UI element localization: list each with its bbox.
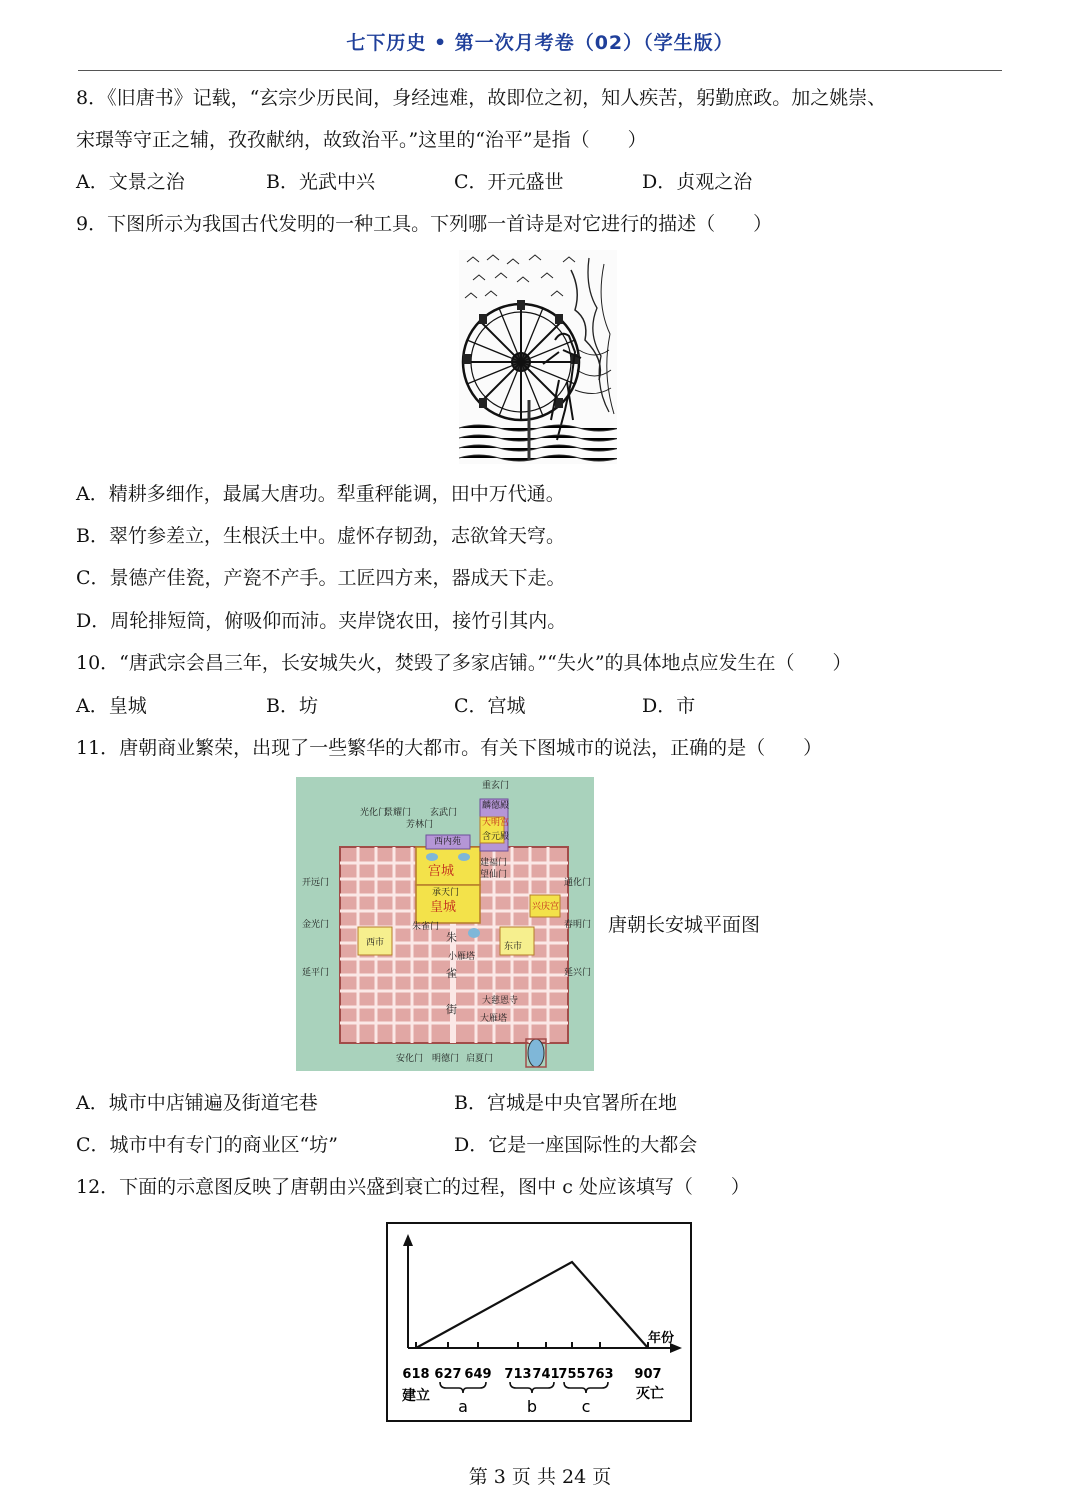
q12-stem: 12．下面的示意图反映了唐朝由兴盛到衰亡的过程，图中 c 处应该填写（ ） [76, 1176, 750, 1198]
x-tick-label-618: 618 [402, 1367, 430, 1382]
axis-label-year: 年份 [648, 1331, 675, 1346]
q8-option-a[interactable]: A．文景之治 [76, 171, 185, 193]
map-label-zhuque-street-3: 街 [446, 1003, 457, 1016]
x-tick-label-649: 649 [464, 1367, 492, 1382]
q9-option-b[interactable]: B．翠竹参差立，生根沃土中。虚怀存韧劲，志欲耸天穹。 [76, 525, 565, 547]
map-label-zhuque-street-1: 朱 [446, 931, 457, 944]
q10-option-d[interactable]: D．市 [642, 695, 696, 717]
map-label-hanyuan: 含元殿 [482, 832, 510, 842]
map-label-yanping: 延平门 [302, 968, 330, 978]
group-label-c: c [581, 1397, 591, 1416]
label-fall: 灭亡 [636, 1386, 664, 1402]
q11-stem: 11．唐朝商业繁荣，出现了一些繁华的大都市。有关下图城市的说法，正确的是（ ） [76, 737, 823, 759]
map-label-mingde: 明德门 [432, 1054, 460, 1064]
map-label-fanglin: 芳林门 [406, 820, 434, 830]
waterwheel-illustration [459, 250, 617, 464]
q11-option-a[interactable]: A．城市中店铺遍及街道宅巷 [76, 1092, 318, 1114]
q8-option-d[interactable]: D．贞观之治 [642, 171, 753, 193]
tang-rise-fall-chart [386, 1222, 692, 1422]
map-label-guanghua: 光化门 [360, 808, 388, 818]
map-label-tonghua: 通化门 [564, 878, 592, 888]
label-founded: 建立 [402, 1388, 430, 1404]
q10-stem: 10．“唐武宗会昌三年，长安城失火，焚毁了多家店铺。”“失火”的具体地点应发生在（ ） [76, 652, 852, 674]
x-tick-label-627: 627 [434, 1367, 462, 1382]
map-label-xuanwu: 玄武门 [430, 808, 458, 818]
map-label-huangcheng: 皇城 [430, 900, 457, 915]
map-label-xineiyuan: 西内苑 [434, 837, 462, 847]
q9-option-a[interactable]: A．精耕多细作，最属大唐功。犁重秤能调，田中万代通。 [76, 483, 565, 505]
map-label-zhuque-gate: 朱雀门 [412, 922, 440, 932]
x-tick-label-741: 741 [532, 1367, 560, 1382]
map-label-chongxuan: 重玄门 [482, 781, 510, 791]
x-tick-label-907: 907 [634, 1367, 662, 1382]
q10-option-c[interactable]: C．宫城 [454, 695, 526, 717]
q10-option-b[interactable]: B．坊 [266, 695, 318, 717]
map-label-kaiyuan: 开远门 [302, 878, 330, 888]
q9-stem: 9．下图所示为我国古代发明的一种工具。下列哪一首诗是对它进行的描述（ ） [76, 213, 773, 235]
map-label-gongcheng: 宫城 [428, 864, 455, 879]
q11-option-d[interactable]: D．它是一座国际性的大都会 [454, 1134, 698, 1156]
page-header-title: 七下历史 • 第一次月考卷（02）（学生版） [346, 32, 734, 54]
map-label-qixia: 启夏门 [466, 1054, 494, 1064]
map-label-dayan: 大雁塔 [480, 1014, 508, 1024]
q8-stem-line1: 8．《旧唐书》记载，“玄宗少历民间，身经迍难，故即位之初，知人疾苦，躬勤庶政。加之姚崇、 [76, 87, 887, 109]
q9-option-d[interactable]: D．周轮排短筒，俯吸仰而沛。夹岸饶农田，接竹引其内。 [76, 610, 567, 632]
q10-option-a[interactable]: A．皇城 [76, 695, 147, 717]
map-caption: 唐朝长安城平面图 [608, 914, 761, 936]
q9-option-c[interactable]: C．景德产佳瓷，产瓷不产手。工匠四方来，器成天下走。 [76, 567, 566, 589]
map-label-xishi: 西市 [366, 938, 385, 948]
page-footer: 第 3 页 共 24 页 [468, 1466, 612, 1488]
map-label-xiaoyan: 小雁塔 [448, 952, 476, 962]
q8-option-c[interactable]: C．开元盛世 [454, 171, 564, 193]
changan-city-map [296, 777, 594, 1071]
q8-option-b[interactable]: B．光武中兴 [266, 171, 375, 193]
map-label-chengtian: 承天门 [432, 888, 460, 898]
x-tick-label-763: 763 [586, 1367, 614, 1382]
x-tick-label-755: 755 [558, 1367, 586, 1382]
map-label-dongshi: 东市 [504, 942, 523, 952]
map-label-jingyao: 景耀门 [384, 808, 412, 818]
q8-stem-line2: 宋璟等守正之辅，孜孜献纳，故致治平。”这里的“治平”是指（ ） [76, 129, 647, 151]
map-label-linde: 麟德殿 [482, 801, 510, 811]
map-label-zhuque-street-2: 雀 [446, 967, 457, 980]
q11-option-c[interactable]: C．城市中有专门的商业区“坊” [76, 1134, 338, 1156]
map-label-jianfu: 建福门 [480, 858, 508, 868]
map-label-chunming: 春明门 [564, 920, 592, 930]
map-label-xingqing: 兴庆宫 [532, 902, 560, 912]
map-label-jinguang: 金光门 [302, 920, 330, 930]
header-divider [78, 70, 1002, 71]
map-label-yanxing: 延兴门 [564, 968, 592, 978]
map-label-daming: 大明宫 [482, 818, 510, 828]
x-tick-label-713: 713 [504, 1367, 532, 1382]
group-label-b: b [526, 1397, 538, 1416]
group-label-a: a [458, 1397, 468, 1416]
map-label-anhua: 安化门 [396, 1054, 424, 1064]
q11-option-b[interactable]: B．宫城是中央官署所在地 [454, 1092, 677, 1114]
map-label-wangxian: 望仙门 [480, 870, 508, 880]
map-label-daciensi: 大慈恩寺 [482, 996, 519, 1006]
